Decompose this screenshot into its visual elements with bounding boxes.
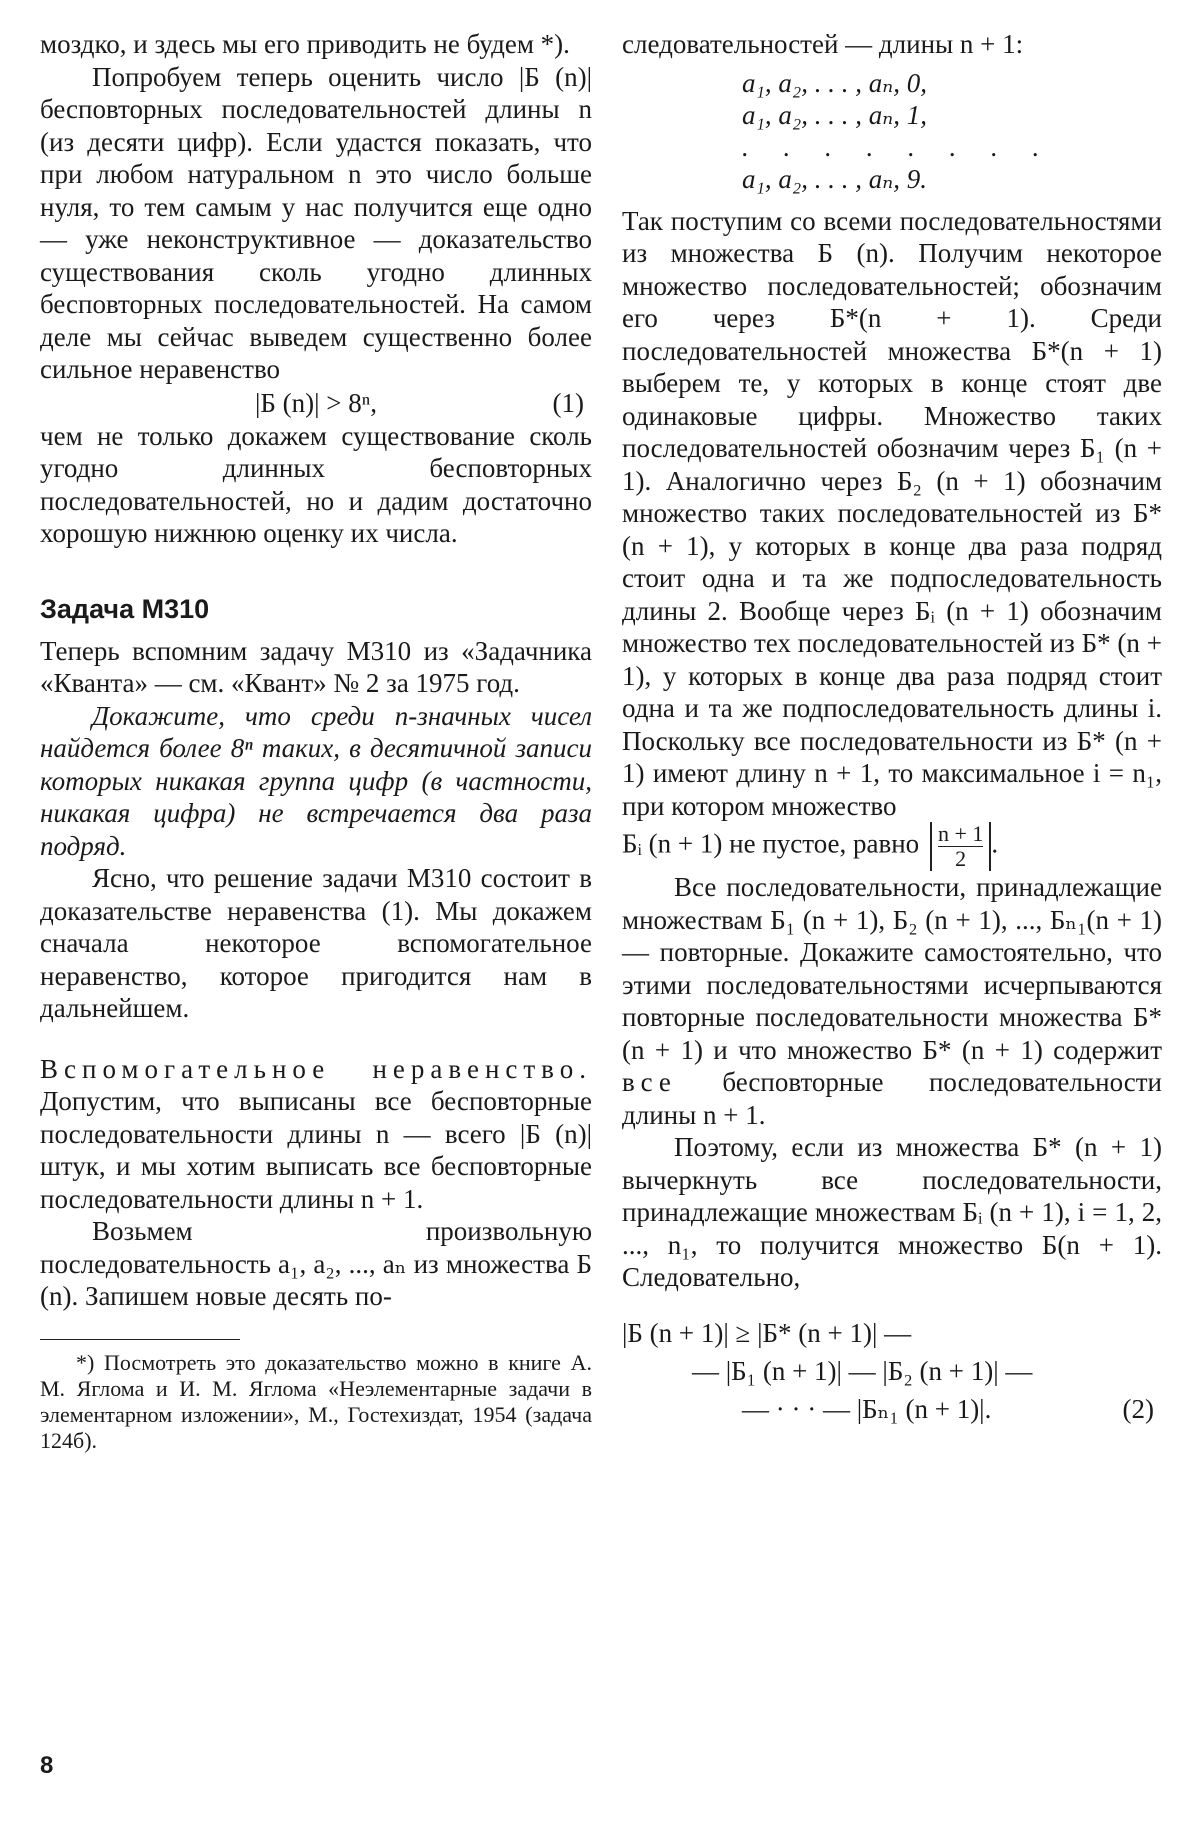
paragraph: Так поступим со всеми последовательностями из множества Б (n). Получим некоторое множество последовательностей; обозначим его через Б*(n + 1). Среди последовательностей множества Б*(n + 1) выберем те, у которых в конце стоят две одинаковые цифры. Множество таких последовательностей обозначим через Б₁ (n + 1). Аналогично через Б₂ (n + 1) обозначим множество таких последовательностей из Б* (n + 1), у которых в конце два раза подряд стоит одна и та же подпоследовательность длины 2. Вообще через Бᵢ (n + 1) обозначим множество тех последовательностей из Б* (n + 1), у которых в конце два раза подряд стоит одна и та же подпоследовательность длины i. Поскольку все последовательности из Б* (n + 1) имеют длину n + 1, то максимальное i = n₁, при котором множество [622,205,1162,821]
formula-line: — |Б₁ (n + 1)| — |Б₂ (n + 1)| — [692,1355,1033,1386]
paragraph: следовательностей — длины n + 1: [622,29,1024,59]
paragraph: Попробуем теперь оценить число |Б (n)| бесповторных последовательностей длины n (из десяти цифр). Если удастся показать, что при любом натуральном n это число больше нуля, то тем самым у нас получится еще одно — уже неконструктивное — доказательство существования сколь угодно длинных бесповторных последовательностей. На самом деле мы сейчас выведем существенно более сильное неравенство [40,61,592,384]
footnote-text: *) Посмотреть это доказательство можно в книге А. М. Яглома и И. М. Яглома «Неэлементарные задачи в элементарном изложении», М., Гостехиздат, 1954 (задача 124б). [40,1349,592,1453]
paragraph: Бᵢ (n + 1) не пустое, равно $\frac{n + 1}{2}$ . [622,821,999,871]
paragraph [40,1053,592,1216]
fraction-numerator: n + 1 [937,821,984,846]
equation-number: (1) [552,387,584,418]
right-column [622,28,1162,1428]
paragraph: Поэтому, если из множества Б* (n + 1) вычеркнуть все последовательности, принадлежащие множествам Бᵢ (n + 1), i = 1, 2, ..., n₁, то получится множество Б(n + 1). Следовательно, [622,1132,1162,1292]
paragraph-text: Все последовательности, принадлежащие множествам Б₁ (n + 1), Б₂ (n + 1), ..., Бₙ₁(n + 1) — повторные. Докажите самостоятельно, что этими последовательностями исчерпываются повторные последовательности множества Б* (n + 1) и что множество Б* (n + 1) содержит [622,872,1162,1065]
paragraph: Теперь вспомним задачу М310 из «Задачника «Кванта» — см. «Квант» № 2 за 1975 год. [40,635,592,698]
left-column [40,28,592,1454]
spaced-term: все [622,1067,677,1097]
footnote-divider [40,1339,240,1340]
paragraph: моздко, и здесь мы его приводить не будем *). [40,29,570,59]
spaced-term: Вспомогательное неравенство. [40,1053,592,1084]
paragraph: Возьмем произвольную последовательность a₁, a₂, ..., aₙ из множества Б (n). Запишем новые десять по- [40,1216,592,1311]
sequence-line: a₁, a₂, . . . , aₙ, 1, [742,99,927,130]
formula-text: — · · · — |Бₙ₁ (n + 1)|. [742,1393,992,1424]
paragraph: чем не только докажем существование сколь угодно длинных бесповторных последовательностей, но и дадим достаточно хорошую нижнюю оценку их числа. [40,420,592,548]
inequality-2 [622,1314,1162,1428]
sequence-ellipsis: . . . . . . . . [742,131,1054,162]
page-number: 8 [40,1752,54,1779]
paragraph [622,871,1162,1131]
sequence-list [742,67,1162,195]
paragraph: Ясно, что решение задачи М310 состоит в доказательстве неравенства (1). Мы докажем сначала некоторое вспомогательное неравенство, которое пригодится нам в дальнейшем. [40,863,592,1023]
sequence-line: a₁, a₂, . . . , aₙ, 0, [742,67,927,98]
sequence-line: a₁, a₂, . . . , aₙ, 9. [742,163,927,194]
problem-statement: Докажите, что среди n-значных чисел найдется более 8ⁿ таких, в десятичной записи которых никакая группа цифр (в частности, никакая цифра) не встречается два раза подряд. [40,700,592,861]
paragraph-text: Допустим, что выписаны все бесповторные последовательности длины n — всего |Б (n)| штук, и мы хотим выписать все бесповторные последовательности длины n + 1. [40,1086,592,1214]
floor-fraction [930,822,991,871]
footnote [40,1350,592,1454]
inequality-1-formula: |Б (n)| > 8ⁿ, [254,387,378,418]
paragraph-text: бесповторные последовательности длины n + 1. [622,1067,1162,1130]
section-heading: Задача М310 [40,593,210,624]
inequality-1 [40,386,592,420]
paragraph-text: Бᵢ (n + 1) не пустое, равно [622,828,920,859]
fraction-denominator: 2 [955,846,967,871]
formula-line [622,1390,1162,1428]
formula-line: |Б (n + 1)| ≥ |Б* (n + 1)| — [622,1317,912,1348]
equation-number: (2) [1122,1393,1154,1424]
